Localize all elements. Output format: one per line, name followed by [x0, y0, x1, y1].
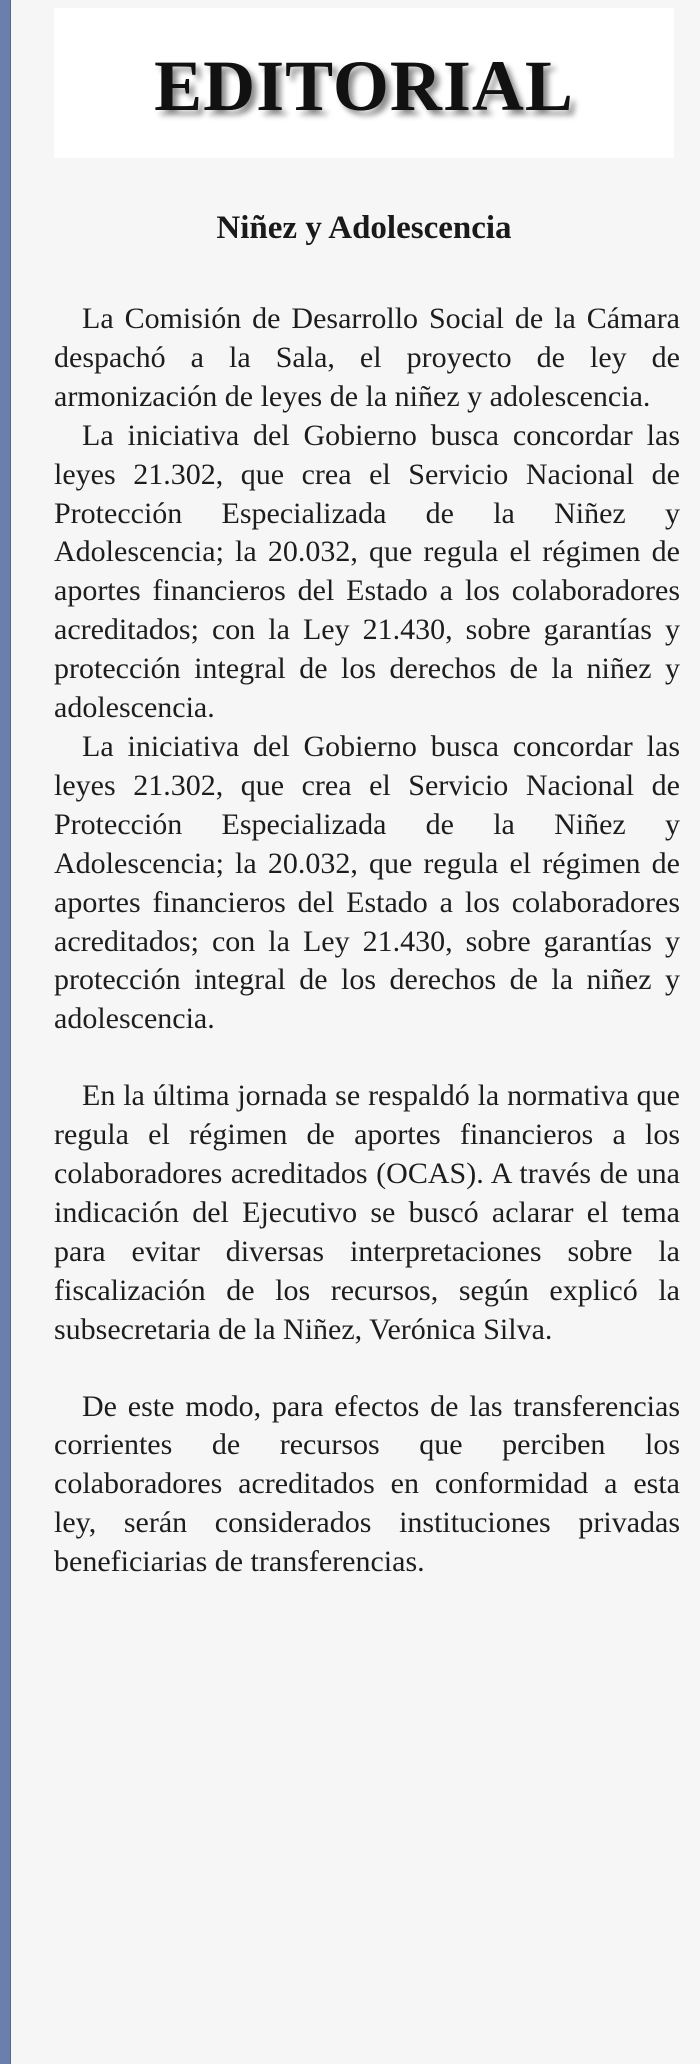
- left-accent-bar: [0, 0, 11, 2064]
- paragraph: La Comisión de Desarrollo Social de la Cámara despachó a la Sala, el proyecto de ley de armonización de leyes de la niñez y adolescencia.: [54, 302, 680, 413]
- section-title: EDITORIAL: [154, 45, 574, 126]
- paragraph: La iniciativa del Gobierno busca concordar las leyes 21.302, que crea el Servicio Nacional de Protección Especializada de la Niñez y Adolescencia; la 20.032, que regula el régimen de aportes financieros del Estado a los colaboradores acreditados; con la Ley 21.430, sobre garantías y protección integral de los derechos de la niñez y adolescencia.: [54, 729, 680, 1036]
- paragraph: La iniciativa del Gobierno busca concordar las leyes 21.302, que crea el Servicio Nacional de Protección Especializada de la Niñez y Adolescencia; la 20.032, que regula el régimen de aportes financieros del Estado a los colaboradores acreditados; con la Ley 21.430, sobre garantías y protección integral de los derechos de la niñez y adolescencia.: [54, 418, 680, 725]
- article-title: Niñez y Adolescencia: [216, 210, 512, 246]
- article-body: [54, 300, 680, 1582]
- header-box: [54, 8, 674, 158]
- paragraph: En la última jornada se respaldó la normativa que regula el régimen de aportes financieros a los colaboradores acreditados (OCAS). A través de una indicación del Ejecutivo se buscó aclarar el tema para evitar diversas interpretaciones sobre la fiscalización de los recursos, según explicó la subsecretaria de la Niñez, Verónica Silva.: [54, 1079, 680, 1346]
- paragraph: De este modo, para efectos de las transferencias corrientes de recursos que perciben los colaboradores acreditados en conformidad a esta ley, serán considerados instituciones privadas beneficiarias de transferencias.: [54, 1389, 680, 1579]
